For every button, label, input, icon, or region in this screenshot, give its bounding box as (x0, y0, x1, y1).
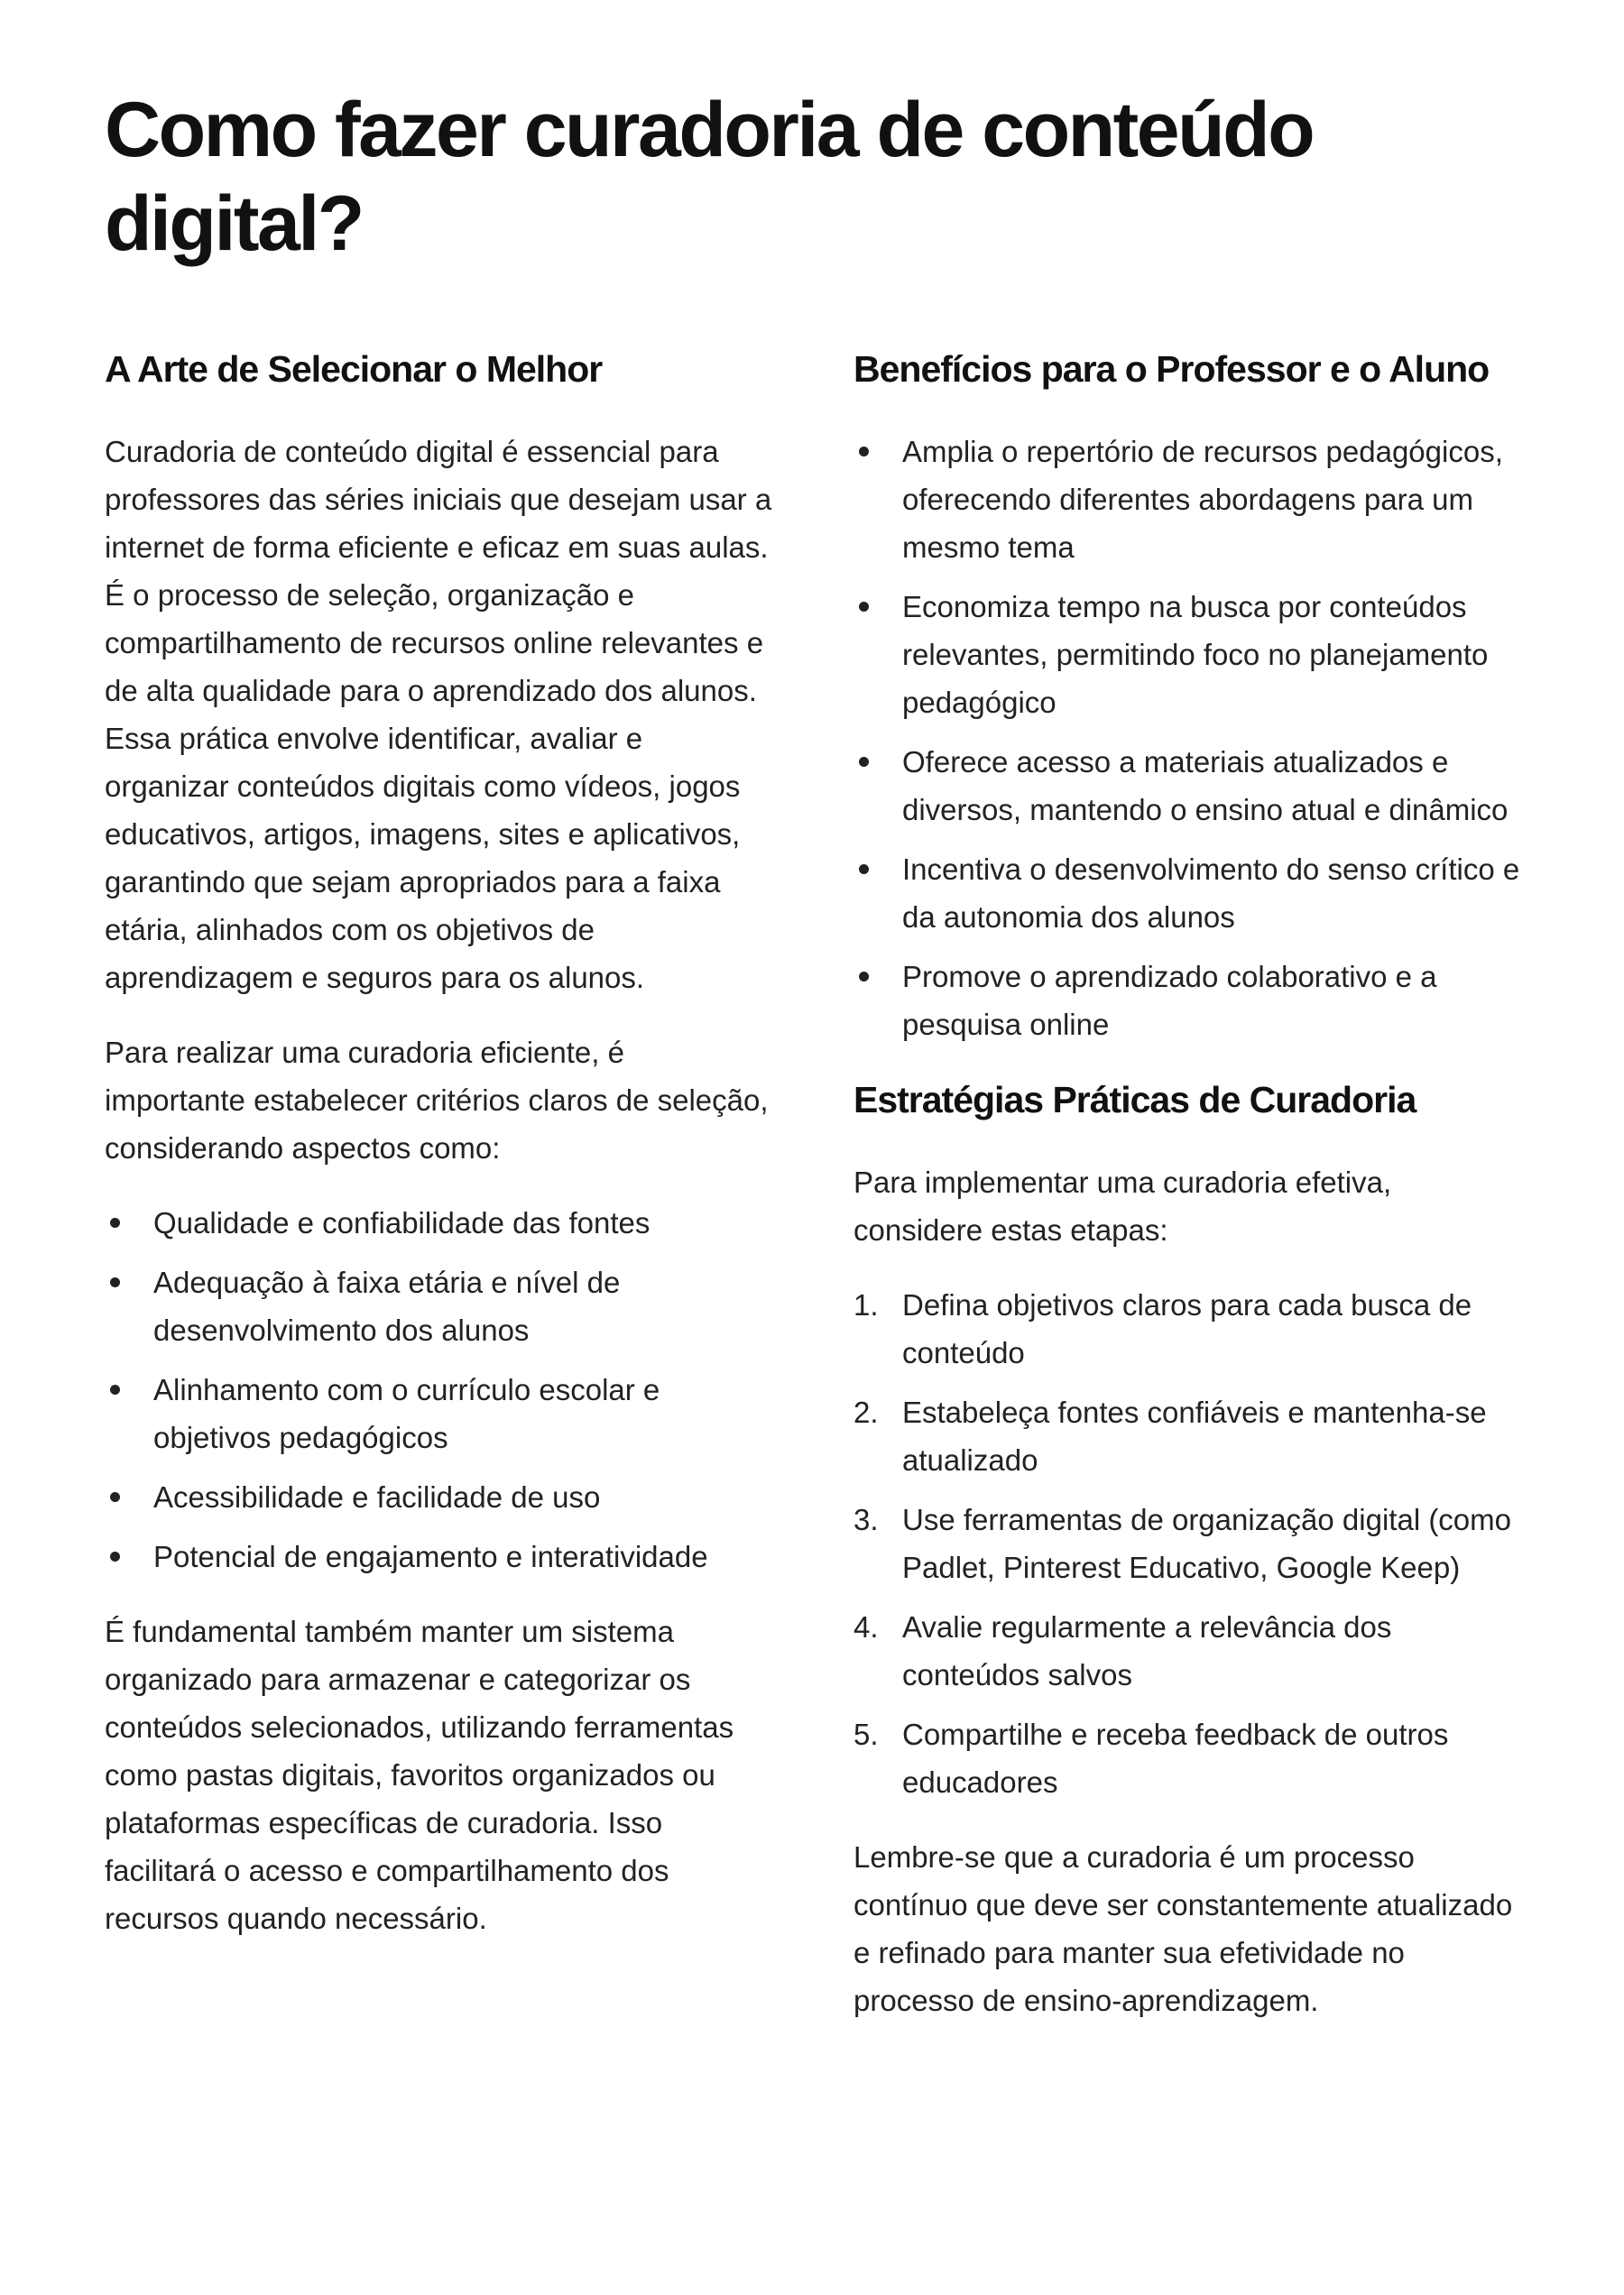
closing-paragraph-left: É fundamental também manter um sistema organizado para armazenar e categorizar os conteúdos selecionados, utilizando ferramentas como pastas digitais, favoritos organizados ou plataformas específicas de curadoria. Isso facilitará o acesso e compartilhamento dos recursos quando necessário. (105, 1615, 734, 1935)
bullet-icon (859, 602, 869, 612)
right-column (854, 345, 1521, 2051)
bullet-icon (859, 447, 869, 456)
list-item-text: Economiza tempo na busca por conteúdos relevantes, permitindo foco no planejamento pedagógico (902, 590, 1489, 719)
list-item (854, 1281, 1521, 1377)
benefits-list (854, 428, 1521, 1048)
list-item-text: Qualidade e confiabilidade das fontes (153, 1206, 651, 1240)
list-item (854, 845, 1521, 941)
intro-paragraph: Curadoria de conteúdo digital é essencial para professores das séries iniciais que desejam usar a internet de forma eficiente e eficaz em suas aulas. É o processo de seleção, organização e compartilhamento de recursos online relevantes e de alta qualidade para o aprendizado dos alunos. Essa prática envolve identificar, avaliar e organizar conteúdos digitais como vídeos, jogos educativos, artigos, imagens, sites e aplicativos, garantindo que sejam apropriados para a faixa etária, alinhados com os objetivos de aprendizagem e seguros para os alunos. (105, 435, 772, 994)
closing-paragraph-right: Lembre-se que a curadoria é um processo contínuo que deve ser constantemente atualizado e refinado para manter sua efetividade no processo de ensino-aprendizagem. (854, 1840, 1513, 2017)
strategies-intro-paragraph: Para implementar uma curadoria efetiva, considere estas etapas: (854, 1166, 1392, 1247)
list-item-text: Potencial de engajamento e interatividade (153, 1540, 708, 1573)
step-number: 1. (854, 1288, 879, 1322)
section-heading-selection: A Arte de Selecionar o Melhor (105, 348, 603, 390)
list-item-text: Promove o aprendizado colaborativo e a pesquisa online (902, 960, 1437, 1041)
list-item (854, 583, 1521, 726)
left-column (105, 345, 772, 1969)
list-item (854, 1496, 1521, 1591)
step-number: 5. (854, 1718, 879, 1751)
list-item (854, 738, 1521, 834)
bullet-icon (859, 972, 869, 982)
steps-list (854, 1281, 1521, 1806)
bullet-icon (859, 864, 869, 874)
list-item-text: Incentiva o desenvolvimento do senso crítico e da autonomia dos alunos (902, 853, 1520, 934)
list-item (105, 1533, 772, 1581)
bullet-icon (110, 1277, 120, 1287)
bullet-icon (110, 1492, 120, 1502)
list-item (105, 1258, 772, 1354)
list-item-text: Oferece acesso a materiais atualizados e diversos, mantendo o ensino atual e dinâmico (902, 745, 1509, 826)
section-heading-benefits: Benefícios para o Professor e o Aluno (854, 348, 1490, 390)
step-number: 3. (854, 1503, 879, 1536)
bullet-icon (859, 757, 869, 767)
bullet-icon (110, 1218, 120, 1228)
list-item (854, 1603, 1521, 1699)
list-item-text: Compartilhe e receba feedback de outros educadores (902, 1718, 1449, 1799)
criteria-list (105, 1199, 772, 1581)
list-item-text: Alinhamento com o currículo escolar e objetivos pedagógicos (153, 1373, 660, 1454)
bullet-icon (110, 1552, 120, 1562)
list-item (854, 953, 1521, 1048)
list-item-text: Amplia o repertório de recursos pedagógicos, oferecendo diferentes abordagens para um mesmo tema (902, 435, 1503, 564)
page-title: Como fazer curadoria de conteúdo digital? (105, 87, 1314, 267)
list-item-text: Estabeleça fontes confiáveis e mantenha-se atualizado (902, 1396, 1487, 1477)
bullet-icon (110, 1385, 120, 1395)
list-item (105, 1366, 772, 1461)
step-number: 4. (854, 1610, 879, 1644)
list-item (105, 1199, 772, 1247)
list-item-text: Adequação à faixa etária e nível de desenvolvimento dos alunos (153, 1266, 621, 1347)
list-item-text: Avalie regularmente a relevância dos conteúdos salvos (902, 1610, 1392, 1691)
criteria-intro-paragraph: Para realizar uma curadoria eficiente, é importante estabelecer critérios claros de seleção, considerando aspectos como: (105, 1036, 769, 1165)
list-item-text: Use ferramentas de organização digital (como Padlet, Pinterest Educativo, Google Keep) (902, 1503, 1512, 1584)
list-item (854, 1710, 1521, 1806)
list-item (105, 1473, 772, 1521)
step-number: 2. (854, 1396, 879, 1429)
list-item-text: Defina objetivos claros para cada busca de conteúdo (902, 1288, 1472, 1369)
list-item (854, 428, 1521, 571)
section-heading-strategies: Estratégias Práticas de Curadoria (854, 1079, 1416, 1120)
list-item-text: Acessibilidade e facilidade de uso (153, 1480, 601, 1514)
list-item (854, 1388, 1521, 1484)
